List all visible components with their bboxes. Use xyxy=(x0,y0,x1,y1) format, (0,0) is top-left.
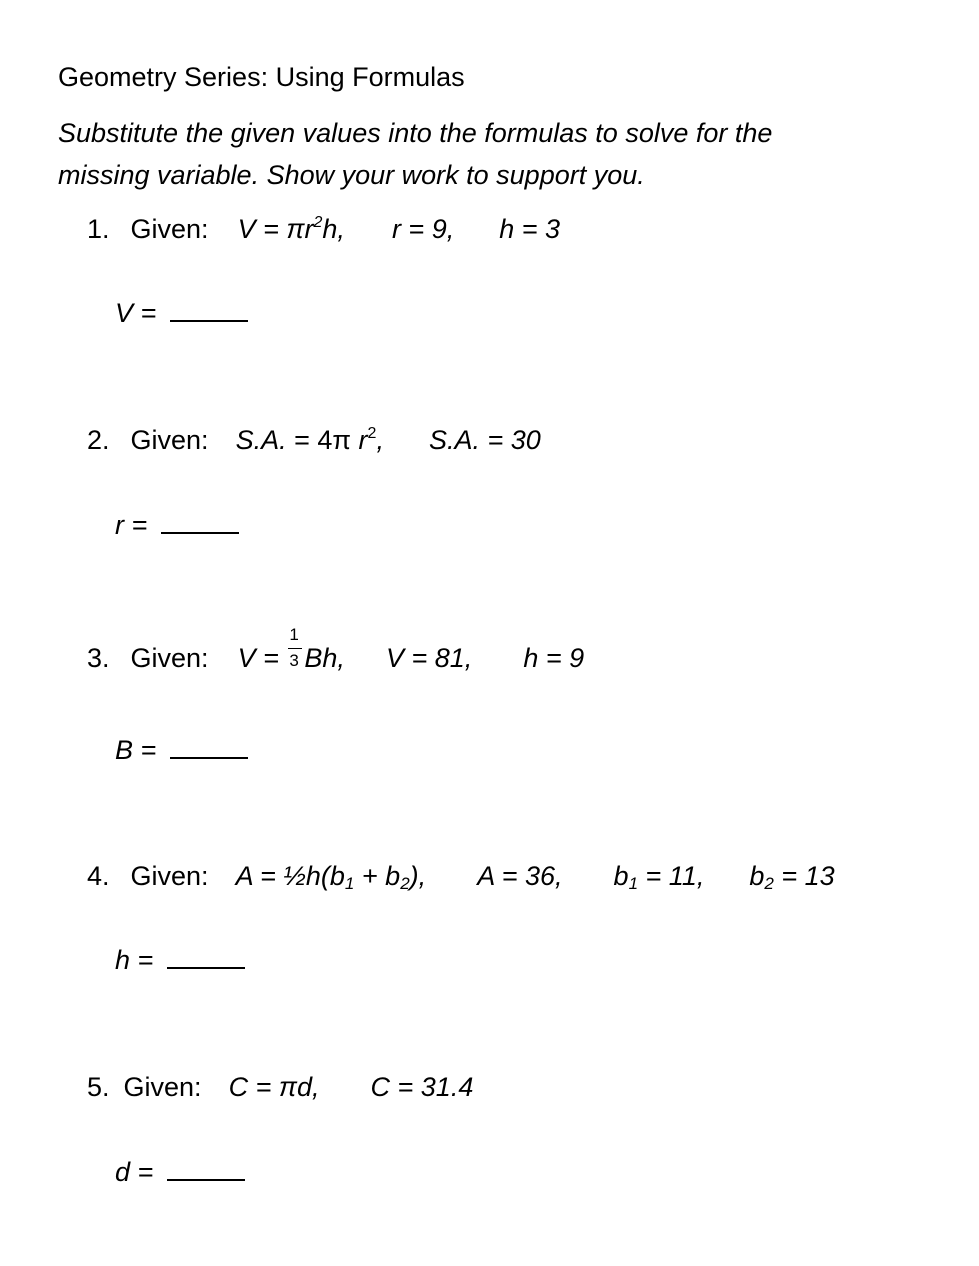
given-value-h: h = 3 xyxy=(499,214,561,244)
formula: C = πd, xyxy=(228,1072,320,1102)
answer-blank[interactable] xyxy=(167,1157,245,1181)
answer-variable: B = xyxy=(115,735,157,765)
given-label: Given: xyxy=(130,643,209,673)
given-value-a: A = 36, xyxy=(477,861,563,891)
answer-line-3 xyxy=(115,735,248,766)
given-value-c: C = 31.4 xyxy=(370,1072,474,1102)
answer-blank[interactable] xyxy=(170,735,248,759)
problem-2 xyxy=(87,425,541,456)
problem-number: 5. xyxy=(87,1072,110,1102)
answer-line-1 xyxy=(115,298,248,329)
given-label: Given: xyxy=(130,861,209,891)
problem-number: 2. xyxy=(87,425,110,455)
problem-number: 1. xyxy=(87,214,110,244)
given-value-b2: $b_2 = 13$ xyxy=(749,861,835,893)
given-label: Given: xyxy=(130,214,209,244)
answer-line-2 xyxy=(115,510,239,541)
given-label: Given: xyxy=(130,425,209,455)
formula: $A = \frac{1}{2}h(b_1 + b_2)$, xyxy=(235,861,427,893)
problem-1 xyxy=(87,214,560,245)
answer-line-5 xyxy=(115,1157,245,1188)
answer-line-4 xyxy=(115,945,245,976)
given-value-sa: S.A. = 30 xyxy=(429,425,541,455)
instructions-line-1: Substitute the given values into the formulas to solve for the xyxy=(58,118,773,148)
given-label: Given: xyxy=(123,1072,202,1102)
problem-5 xyxy=(87,1072,473,1103)
problem-number: 3. xyxy=(87,643,110,673)
problem-4 xyxy=(87,861,835,892)
answer-blank[interactable] xyxy=(167,945,245,969)
problem-3 xyxy=(87,625,585,674)
fraction-one-third: $\frac{1}{3}$ xyxy=(288,644,302,671)
given-value-b1: $b_1 = 11$, xyxy=(613,861,705,893)
problem-number: 4. xyxy=(87,861,110,891)
worksheet-title: Geometry Series: Using Formulas xyxy=(58,62,465,92)
answer-variable: d = xyxy=(115,1157,154,1187)
formula: V = $\frac{1}{3}$ Bh, xyxy=(237,625,345,673)
answer-variable: r = xyxy=(115,510,148,540)
answer-variable: V = xyxy=(115,298,157,328)
answer-variable: h = xyxy=(115,945,154,975)
given-value-v: V = 81, xyxy=(385,643,473,673)
given-value-h: h = 9 xyxy=(523,643,585,673)
given-value-r: r = 9, xyxy=(391,214,455,244)
formula: $V = \pi r^2h$, xyxy=(237,214,345,244)
formula: S.A. = 4π $r^2$, xyxy=(235,425,384,455)
instructions-line-2: missing variable. Show your work to support you. xyxy=(58,160,645,190)
answer-blank[interactable] xyxy=(161,510,239,534)
answer-blank[interactable] xyxy=(170,298,248,322)
